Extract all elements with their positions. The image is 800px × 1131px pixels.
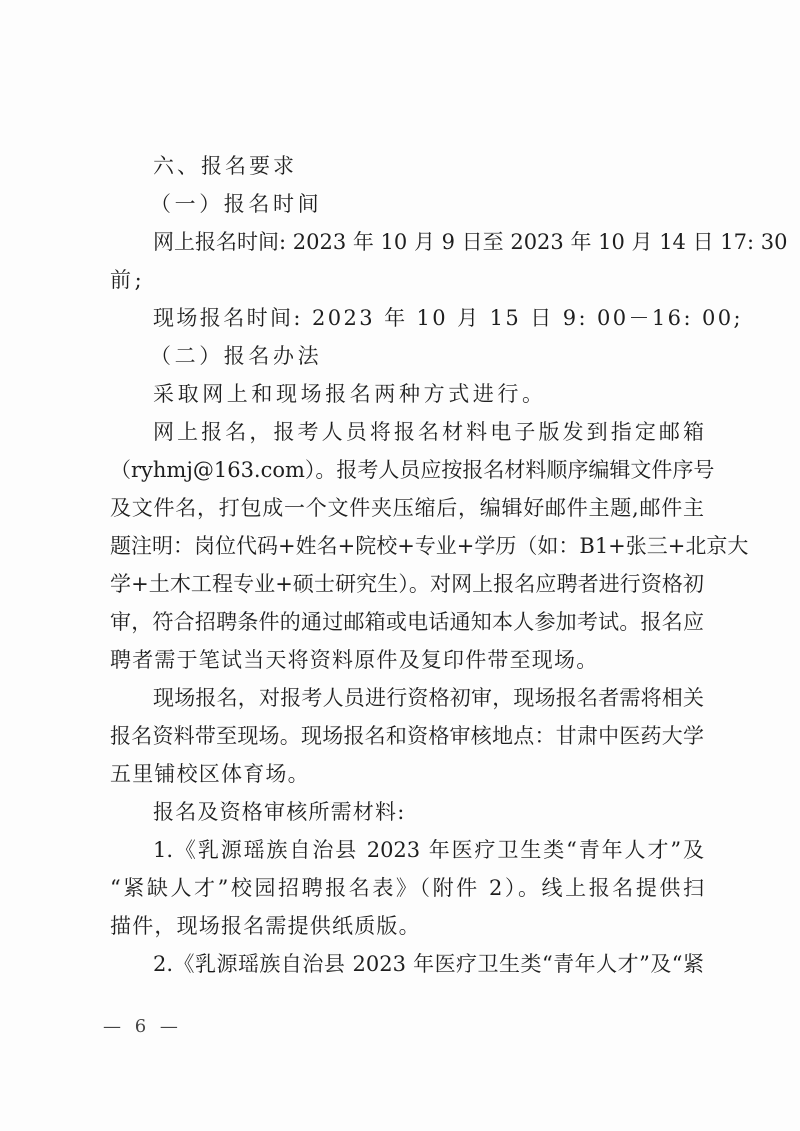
- paragraph-online-7: 聘者需于笔试当天将资料原件及复印件带至现场。: [110, 648, 599, 672]
- material-item-1-line-2: “紧缺人才”校园招聘报名表》（附件 2）。线上报名提供扫: [110, 876, 704, 900]
- paragraph-onsite-1: 现场报名，对报考人员进行资格初审，现场报名者需将相关: [153, 686, 704, 710]
- paragraph-online-6: 审，符合招聘条件的通过邮箱或电话通知本人参加考试。报名应: [110, 610, 704, 634]
- paragraph-online-5: 学+土木工程专业+硕士研究生）。对网上报名应聘者进行资格初: [110, 572, 704, 596]
- paragraph-onsite-3: 五里铺校区体育场。: [110, 762, 310, 786]
- paragraph-onsite-2: 报名资料带至现场。现场报名和资格审核地点：甘肃中医药大学: [110, 724, 704, 748]
- material-item-1-line-3: 描件，现场报名需提供纸质版。: [110, 914, 421, 938]
- paragraph-online-4: 题注明：岗位代码+姓名+院校+专业+学历（如：B1+张三+北京大: [110, 534, 749, 558]
- paragraph-online-3: 及文件名，打包成一个文件夹压缩后，编辑好邮件主题,邮件主: [110, 496, 704, 520]
- online-registration-time: 网上报名时间: 2023 年 10 月 9 日至 2023 年 10 月 14 日 17: 30: [153, 230, 788, 254]
- material-item-1-line-1: 1.《乳源瑶族自治县 2023 年医疗卫生类“青年人才”及: [153, 838, 704, 862]
- section-heading: 六、报名要求: [153, 154, 297, 178]
- materials-heading: 报名及资格审核所需材料:: [153, 800, 406, 824]
- paragraph-online-2: （ryhmj@163.com）。报考人员应按报名材料顺序编辑文件序号: [110, 458, 715, 482]
- subsection-heading-method: （二）报名办法: [150, 344, 323, 368]
- paragraph-methods: 采取网上和现场报名两种方式进行。: [153, 382, 547, 406]
- page-number: — 6 —: [103, 1016, 182, 1037]
- online-registration-time-cont: 前;: [110, 268, 146, 292]
- paragraph-online-1: 网上报名，报考人员将报名材料电子版发到指定邮箱: [153, 420, 704, 444]
- subsection-heading-time: （一）报名时间: [150, 192, 323, 216]
- onsite-registration-time: 现场报名时间: 2023 年 10 月 15 日 9: 00－16: 00;: [153, 306, 743, 330]
- material-item-2-line-1: 2.《乳源瑶族自治县 2023 年医疗卫生类“青年人才”及“紧: [153, 952, 704, 976]
